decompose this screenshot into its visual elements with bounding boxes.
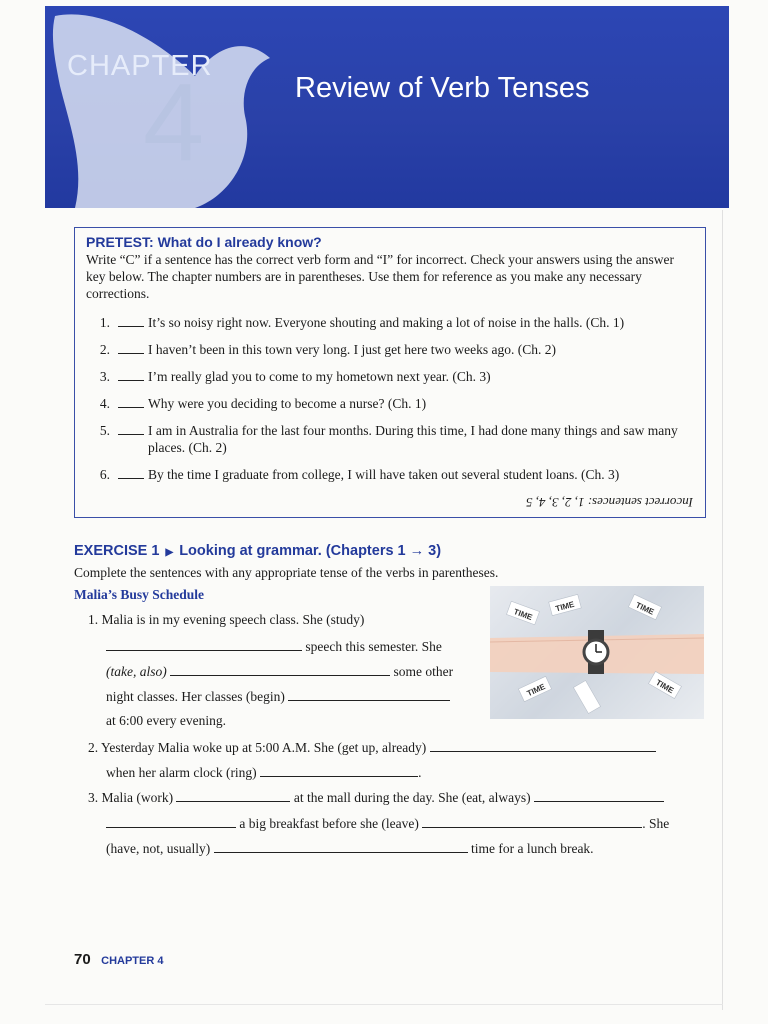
answer-blank[interactable] [534,789,664,802]
pretest-list [86,314,694,483]
answer-blank[interactable] [176,789,290,802]
item-text: I haven’t been in this town very long. I just get here two weeks ago. (Ch. 2) [148,342,557,357]
item-number: 4. [99,396,110,411]
page-edge-line [722,210,723,1010]
sentence-fragment: at the mall during the day. She (eat, always) [293,790,531,805]
list-item [86,368,694,385]
section-title: Malia’s Busy Schedule [74,587,205,602]
item-number: 2. [99,342,110,357]
page-title: Review of Verb Tenses [295,72,590,104]
answer-blank[interactable] [288,688,450,701]
wristwatch-photo [490,586,704,719]
item-1-line-5: at 6:00 every evening. [106,713,226,728]
exercise-chapters: (Chapters 1 → 3) [325,543,442,559]
answer-blank[interactable] [106,638,302,651]
sentence-fragment: (have, not, usually) [106,841,211,856]
pretest-box [74,227,706,518]
answer-blank[interactable] [118,466,144,479]
answer-blank[interactable] [430,739,656,752]
answer-blank[interactable] [118,341,144,354]
sentence-fragment: a big breakfast before she (leave) [239,816,419,831]
exercise-heading [74,543,441,559]
answer-blank[interactable] [118,422,144,435]
pretest-intro: Write “C” if a sentence has the correct verb form and “I” for incorrect. Check your answers using the answer key below. The chapter numbers are in parentheses. Use them for reference as you make any necessary corrections. [86,252,674,301]
answer-blank[interactable] [260,764,418,777]
item-2-line-2 [106,764,421,781]
item-1-line-4 [106,688,450,705]
answer-blank[interactable] [170,663,390,676]
list-item [86,466,694,483]
item-3-line-2 [106,815,669,832]
list-item [86,395,694,412]
answer-key-upside-down: Incorrect sentences: 1, 2, 3, 4, 5 [525,495,693,510]
answer-blank[interactable] [422,815,642,828]
item-text: I’m really glad you to come to my hometown next year. (Ch. 3) [148,369,491,384]
item-text: It’s so noisy right now. Everyone shouting and making a lot of noise in the halls. (Ch. 1) [148,315,625,330]
sentence-fragment: time for a lunch break. [470,841,594,856]
time-label: TIME [512,607,534,623]
answer-blank[interactable] [214,840,468,853]
pretest-heading: PRETEST: What do I already know? [86,234,322,250]
triangle-right-icon: ▶ [165,547,174,558]
exercise-title: Looking at grammar. [179,543,322,559]
list-item [86,422,694,456]
chapter-number: 4 [143,61,205,184]
item-1-line-3 [106,663,453,680]
sentence-fragment: . She [642,816,670,831]
item-3-line-3 [106,840,594,857]
item-3-line-1 [88,789,664,806]
exercise-label: EXERCISE 1 [74,543,160,559]
item-number: 6. [99,467,110,482]
item-number: 5. [99,423,110,438]
item-text: Why were you deciding to become a nurse? (Ch. 1) [148,396,427,411]
page-footer [74,951,163,969]
time-label: TIME [654,677,676,696]
item-2-line-1 [88,739,656,756]
chapter-label: CHAPTER [67,50,213,82]
item-number: 3. [99,369,110,384]
sentence-fragment: 3. Malia (work) [88,790,174,805]
page-edge-line [45,1004,723,1005]
list-item [86,341,694,358]
page-number: 70 [74,951,91,968]
answer-blank[interactable] [118,368,144,381]
sentence-fragment: some other [393,664,454,679]
sentence-end: . [418,765,422,780]
chapter-banner [45,6,729,208]
item-text: I am in Australia for the last four months. During this time, I had done many things and saw many places. (Ch. 2) [148,423,678,455]
watch-arm-illustration [490,586,704,719]
item-text: By the time I graduate from college, I will have taken out several student loans. (Ch. 3) [148,467,620,482]
answer-blank[interactable] [106,815,236,828]
list-item [86,314,694,331]
exercise-instructions: Complete the sentences with any appropriate tense of the verbs in parentheses. [74,565,499,580]
time-label: TIME [554,599,576,614]
item-1-line-1: 1. Malia is in my evening speech class. She (study) [88,612,365,627]
footer-chapter: CHAPTER 4 [101,955,164,967]
sentence-fragment: when her alarm clock (ring) [106,765,257,780]
time-label: TIME [634,600,656,617]
sentence-fragment: night classes. Her classes (begin) [106,689,285,704]
item-1-line-2 [106,638,442,655]
sentence-fragment: 2. Yesterday Malia woke up at 5:00 A.M. She (get up, already) [88,740,427,755]
sentence-fragment: speech this semester. She [305,639,442,654]
answer-blank[interactable] [118,395,144,408]
verb-hint: (take, also) [106,664,167,679]
item-number: 1. [99,315,110,330]
answer-blank[interactable] [118,314,144,327]
time-label: TIME [525,682,547,699]
